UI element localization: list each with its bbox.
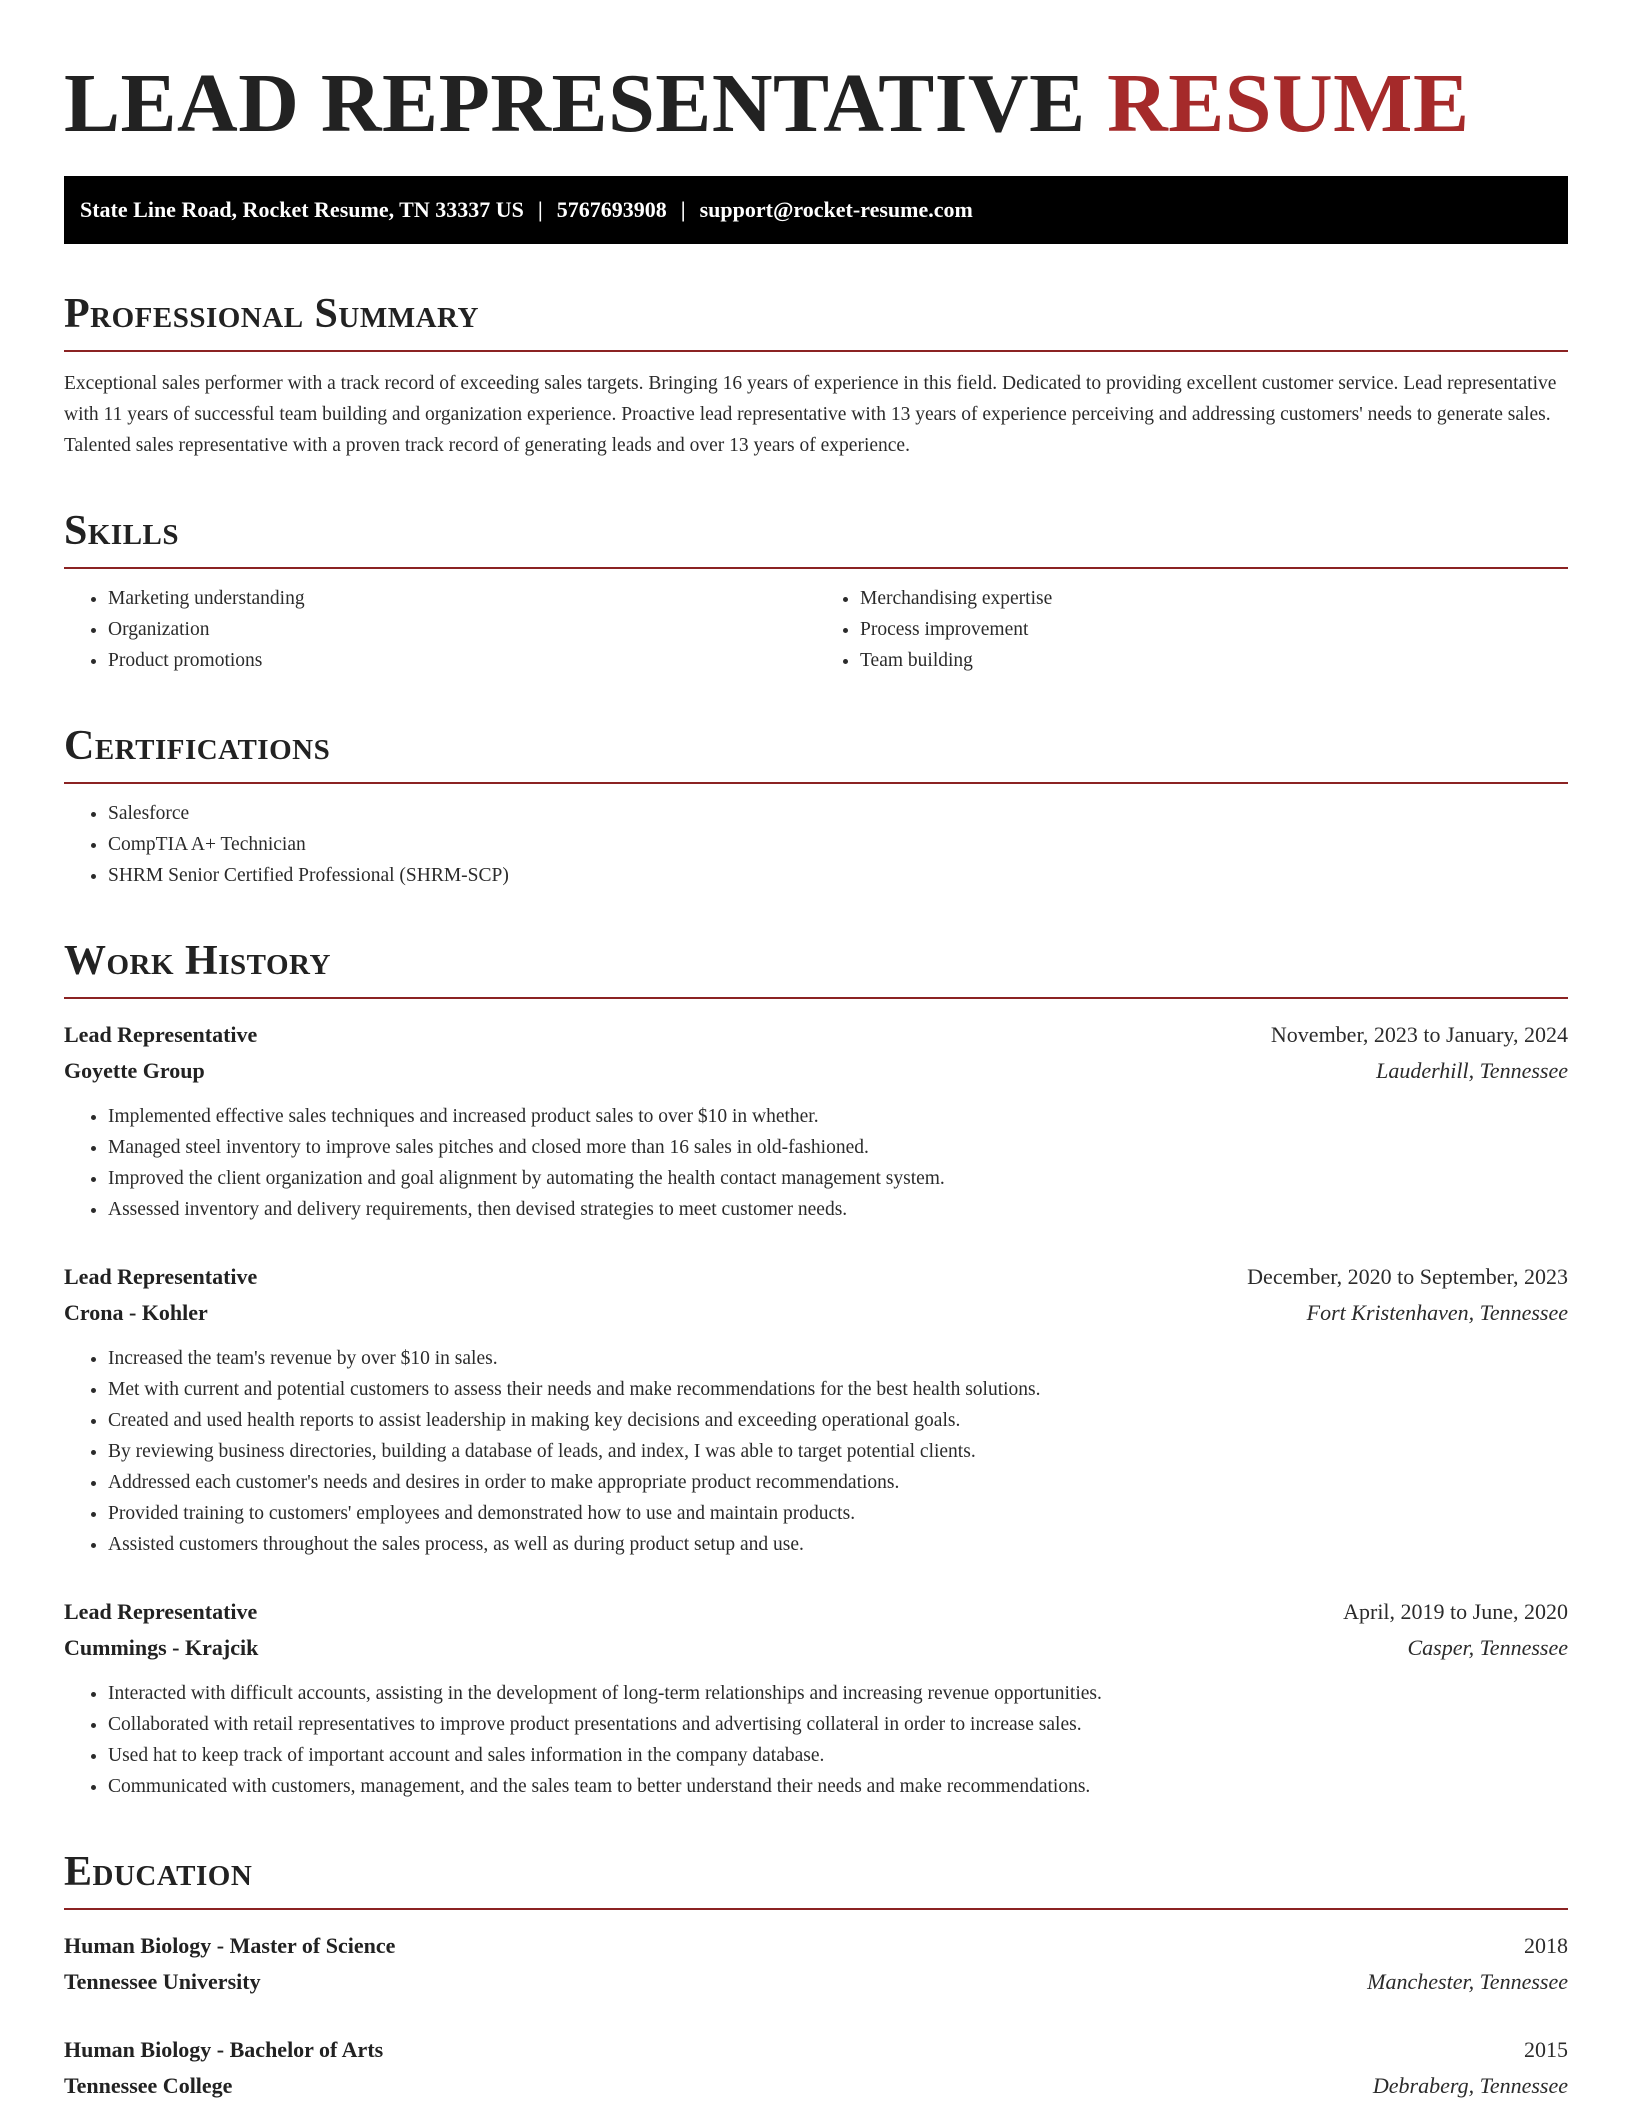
job-title: Lead Representative [64,1599,258,1624]
job-company-row [64,1053,1568,1089]
skill-item: • Process improvement [860,614,1568,645]
section-divider [64,997,1568,999]
job-bullet: • Met with current and potential customers to assess their needs and make recommendations for the best health solutions. [108,1374,1568,1405]
work-history-section [64,935,1568,1802]
education-degree: Human Biology - Bachelor of Arts [64,2037,384,2062]
education-year: 2018 [1524,1933,1568,1958]
education-school: Tennessee College [64,2073,233,2098]
certification-item: • CompTIA A+ Technician [108,829,1568,860]
education-degree: Human Biology - Master of Science [64,1933,396,1958]
title-main: LEAD REPRESENTATIVE [64,57,1086,150]
certification-item: • SHRM Senior Certified Professional (SHRM-SCP) [108,860,1568,891]
job-dates: November, 2023 to January, 2024 [1270,1022,1568,1047]
section-heading-education: Education [64,1849,253,1895]
job-bullet: • Implemented effective sales techniques and increased product sales to over $10 in whether. [108,1101,1568,1132]
skills-list-right [816,583,1568,676]
job-bullet: • Increased the team's revenue by over $10 in sales. [108,1343,1568,1374]
summary-section [64,288,1568,461]
section-heading-skills: Skills [64,508,180,554]
job-bullets [64,1678,1568,1802]
job-bullet: • Communicated with customers, management, and the sales team to better understand their needs and make recommendations. [108,1771,1568,1802]
job-bullet: • Assisted customers throughout the sales process, as well as during product setup and use. [108,1529,1568,1560]
certifications-list [64,798,1568,891]
job-dates: April, 2019 to June, 2020 [1343,1599,1568,1624]
job-bullet: • Interacted with difficult accounts, assisting in the development of long-term relationships and increasing revenue opportunities. [108,1678,1568,1709]
education-entry [64,2032,1568,2104]
education-school-row [64,2068,1568,2104]
contact-phone: 5767693908 [556,197,667,222]
education-year: 2015 [1524,2037,1568,2062]
skills-section [64,505,1568,676]
education-section [64,1846,1568,2104]
section-heading-summary: Professional Summary [64,291,479,337]
skills-grid [64,583,1568,676]
job-bullet: • Improved the client organization and goal alignment by automating the health contact management system. [108,1163,1568,1194]
job-bullets [64,1101,1568,1225]
job-company-row [64,1630,1568,1666]
job-entry [64,1017,1568,1225]
education-degree-row [64,1928,1568,1964]
skill-item: • Product promotions [108,645,816,676]
job-dates: December, 2020 to September, 2023 [1247,1264,1568,1289]
job-bullets [64,1343,1568,1560]
contact-separator: | [680,197,686,222]
job-company: Crona - Kohler [64,1300,208,1325]
summary-text: Exceptional sales performer with a track record of exceeding sales targets. Bringing 16 years of experience in this field. Dedicated to providing excellent customer service. Lead representative with 11 years of successful team building and organization experience. Proactive lead representative with 13 years of experience perceiving and addressing customers' needs to generate sales. Talented sales representative with a proven track record of generating leads and over 13 years of experience. [64,373,1557,456]
job-bullet: • Managed steel inventory to improve sales pitches and closed more than 16 sales in old-fashioned. [108,1132,1568,1163]
job-location: Casper, Tennessee [1407,1635,1568,1660]
education-degree-row [64,2032,1568,2068]
skill-item: • Organization [108,614,816,645]
education-school: Tennessee University [64,1969,261,1994]
certification-item: • Salesforce [108,798,1568,829]
job-entry [64,1259,1568,1560]
section-divider [64,350,1568,352]
education-school-row [64,1964,1568,2000]
title-accent: RESUME [1107,57,1470,150]
contact-email: support@rocket-resume.com [699,197,973,222]
job-bullet: • Collaborated with retail representatives to improve product presentations and advertising collateral in order to increase sales. [108,1709,1568,1740]
education-location: Debraberg, Tennessee [1372,2073,1568,2098]
job-bullet: • Addressed each customer's needs and desires in order to make appropriate product recommendations. [108,1467,1568,1498]
section-divider [64,782,1568,784]
job-company-row [64,1295,1568,1331]
job-header-row [64,1017,1568,1053]
job-company: Goyette Group [64,1058,205,1083]
skill-item: • Merchandising expertise [860,583,1568,614]
job-title: Lead Representative [64,1264,258,1289]
job-title: Lead Representative [64,1022,258,1047]
education-location: Manchester, Tennessee [1367,1969,1568,1994]
education-entry [64,1928,1568,2000]
job-location: Lauderhill, Tennessee [1376,1058,1568,1083]
resume-title [64,56,1568,152]
contact-bar [64,176,1568,244]
job-company: Cummings - Krajcik [64,1635,259,1660]
section-heading-certifications: Certifications [64,723,331,769]
contact-address: State Line Road, Rocket Resume, TN 33337 US [80,197,524,222]
job-location: Fort Kristenhaven, Tennessee [1306,1300,1568,1325]
job-entry [64,1594,1568,1802]
job-bullet: • Used hat to keep track of important account and sales information in the company database. [108,1740,1568,1771]
section-heading-work-history: Work History [64,938,331,984]
skill-item: • Marketing understanding [108,583,816,614]
skills-list-left [64,583,816,676]
skill-item: • Team building [860,645,1568,676]
section-divider [64,1908,1568,1910]
section-divider [64,567,1568,569]
job-bullet: • Provided training to customers' employees and demonstrated how to use and maintain products. [108,1498,1568,1529]
contact-separator: | [537,197,543,222]
job-header-row [64,1259,1568,1295]
certifications-section [64,720,1568,891]
job-bullet: • Assessed inventory and delivery requirements, then devised strategies to meet customer needs. [108,1194,1568,1225]
job-bullet: • By reviewing business directories, building a database of leads, and index, I was able to target potential clients. [108,1436,1568,1467]
job-bullet: • Created and used health reports to assist leadership in making key decisions and exceeding operational goals. [108,1405,1568,1436]
job-header-row [64,1594,1568,1630]
